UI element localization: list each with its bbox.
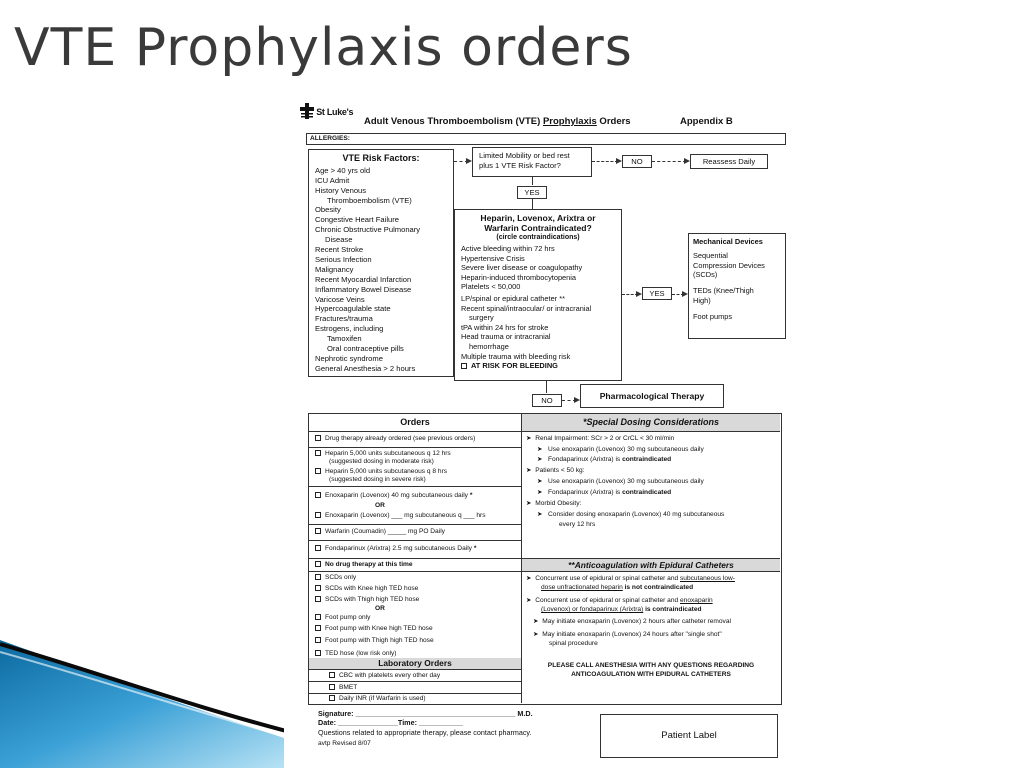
form-title: Adult Venous Thromboembolism (VTE) Prophylaxis Orders bbox=[364, 116, 631, 127]
slide-title: VTE Prophylaxis orders bbox=[14, 18, 633, 78]
order-checkbox-row[interactable]: Drug therapy already ordered (see previous orders) bbox=[315, 435, 475, 443]
order-checkbox-row[interactable]: CBC with platelets every other day bbox=[329, 672, 440, 680]
at-risk-checkbox[interactable]: AT RISK FOR BLEEDING bbox=[461, 361, 615, 371]
list-item: Hypertensive Crisis bbox=[461, 253, 525, 263]
lab-orders-heading: Laboratory Orders bbox=[378, 658, 452, 668]
list-item: Recent Myocardial Infarction bbox=[315, 274, 412, 284]
st-lukes-logo: St Luke's bbox=[300, 103, 353, 119]
pharmacological-therapy-box: Pharmacological Therapy bbox=[580, 384, 724, 408]
list-item: Nephrotic syndrome bbox=[315, 354, 383, 364]
list-item: tPA within 24 hrs for stroke bbox=[461, 322, 549, 332]
list-item: Fractures/trauma bbox=[315, 314, 373, 324]
order-checkbox-row[interactable]: Enoxaparin (Lovenox) 40 mg subcutaneous daily * bbox=[315, 492, 472, 500]
list-item: Tamoxifen bbox=[327, 334, 362, 344]
flow-line bbox=[532, 199, 533, 209]
list-item: Disease bbox=[325, 235, 353, 245]
list-item: ICU Admit bbox=[315, 175, 350, 185]
decorative-wave bbox=[0, 640, 290, 768]
pharmacy-note: Questions related to appropriate therapy, please contact pharmacy. bbox=[318, 728, 532, 737]
list-item: Platelets < 50,000 bbox=[461, 282, 521, 292]
contraindications-box: Heparin, Lovenox, Arixtra or Warfarin Contraindicated? (circle contraindications) Active bleeding within 72 hrs Hypertensive Crisis Severe liver disease or coagulopathy Heparin-induced thrombocytopenia Platelets < 50,000 LP/spinal or epidural catheter ** Recent spinal/intraocular/ or intracranial surgery tPA within 24 hrs for stroke Head trauma or intracranial hemorrhage Multiple trauma with bleeding risk AT RISK FOR BLEEDING bbox=[454, 209, 622, 381]
list-item: Congestive Heart Failure bbox=[315, 215, 399, 225]
risk-factors-box bbox=[308, 149, 454, 377]
risk-factor-list bbox=[315, 166, 447, 374]
list-item: hemorrhage bbox=[469, 341, 509, 351]
revision-note: avtp Revised 8/07 bbox=[318, 740, 371, 747]
order-checkbox-row[interactable]: BMET bbox=[329, 684, 357, 692]
limited-mobility-box: Limited Mobility or bed rest plus 1 VTE Risk Factor? bbox=[472, 147, 592, 177]
list-item: Recent spinal/intraocular/ or intracranial bbox=[461, 303, 592, 313]
orders-heading: Orders bbox=[400, 417, 430, 427]
patient-label-box: Patient Label bbox=[600, 714, 778, 758]
list-item: General Anesthesia > 2 hours bbox=[315, 363, 416, 373]
list-item: LP/spinal or epidural catheter ** bbox=[461, 293, 565, 303]
list-item: Severe liver disease or coagulopathy bbox=[461, 263, 583, 273]
list-item: Active bleeding within 72 hrs bbox=[461, 244, 555, 253]
contraindication-list bbox=[461, 244, 615, 371]
order-checkbox-row[interactable]: SCDs with Thigh high TED hose bbox=[315, 596, 419, 604]
yes-box-1: YES bbox=[517, 186, 547, 199]
signature-line: Signature: ________________________________________ M.D. bbox=[318, 709, 533, 718]
flow-arrow bbox=[592, 161, 618, 162]
yes-box-2: YES bbox=[642, 287, 672, 300]
list-item: Malignancy bbox=[315, 264, 354, 274]
order-checkbox-row[interactable]: Heparin 5,000 units subcutaneous q 8 hrs bbox=[315, 468, 447, 476]
order-checkbox-row[interactable]: Heparin 5,000 units subcutaneous q 12 hrs bbox=[315, 450, 451, 458]
order-checkbox-row[interactable]: No drug therapy at this time bbox=[315, 561, 413, 569]
epidural-heading: **Anticoagulation with Epidural Catheters bbox=[568, 560, 734, 570]
list-item: Hypercoagulable state bbox=[315, 304, 391, 314]
order-checkbox-row[interactable]: Warfarin (Coumadin) _____ mg PO Daily bbox=[315, 528, 445, 536]
list-item: Estrogens, including bbox=[315, 324, 384, 334]
mechanical-devices-box: Mechanical Devices Sequential Compression Devices (SCDs) TEDs (Knee/Thigh High) Foot pumps bbox=[688, 233, 786, 339]
reassess-box: Reassess Daily bbox=[690, 154, 768, 169]
order-checkbox-row[interactable]: Foot pump only bbox=[315, 614, 370, 622]
order-checkbox-row[interactable]: Foot pump with Thigh high TED hose bbox=[315, 637, 434, 645]
list-item: Oral contraceptive pills bbox=[327, 344, 404, 354]
order-checkbox-row[interactable]: Fondaparinux (Arixtra) 2.5 mg subcutaneous Daily * bbox=[315, 545, 476, 553]
flow-line bbox=[532, 177, 533, 185]
orders-table: Orders *Special Dosing Considerations Drug therapy already ordered (see previous orders) Heparin 5,000 units subcutaneous q 12 hrs (suggested dosing in moderate risk) Heparin 5,000 units subcutaneous q 8 hrs (suggested dosing in severe risk) Enoxaparin (Lovenox) 40 mg subcutaneous daily * OR Enoxaparin (Lovenox) ___ mg subcutaneous q ___ hrs Warfarin (Coumadin) _____ mg PO Daily Fondaparinux (Arixtra) 2.5 mg subcutaneous Daily * No drug therapy at this time SCDs only SCDs with Knee high TED hose SCDs with Thigh high TED hose OR Foot pump only Foot pump with Knee high TED hose Foot pump with Thigh high TED hose TED hose (low risk only) Laboratory Orders CBC with platelets every other day BMET Daily INR (if Warfarin is used) ➤ Renal Impairment: SCr > 2 or CrCL < 30 ml/min ➤ Use enoxaparin (Lovenox) 30 mg subcutaneous daily ➤ Fondaparinux (Arixtra) is contraindicated ➤ Patients < 50 kg: ➤ Use enoxaparin (Lovenox) 30 mg subcutaneous daily ➤ Fondaparinux (Arixtra) is contraindicated ➤ Morbid Obesity: ➤ Consider dosing enoxaparin (Lovenox) 40 mg subcutaneous every 12 hrs **Anticoagulation with Epidural Catheters ➤ Concurrent use of epidural or spinal catheter and subcutaneous low- dose unfractionated heparin is not contraindicated ➤ Concurrent use of epidural or spinal catheter and enoxaparin (Lovenox) or fondaparinux (Arixtra) is contraindicated ➤ May initiate enoxaparin (Lovenox) 2 hours after catheter removal ➤ May initiate enoxaparin (Lovenox) 24 hours after "single shot" spinal procedure PLEASE CALL ANESTHESIA WITH ANY QUESTIONS REGARDING ANTICOAGULATION WITH EPIDURAL CATHETERS bbox=[308, 413, 782, 705]
list-item: History Venous bbox=[315, 185, 367, 195]
list-item: Chronic Obstructive Pulmonary bbox=[315, 225, 421, 235]
appendix-label: Appendix B bbox=[680, 116, 733, 127]
flow-arrow bbox=[652, 161, 686, 162]
list-item: Recent Stroke bbox=[315, 245, 364, 255]
flow-line bbox=[546, 381, 547, 393]
list-item: Obesity bbox=[315, 205, 341, 215]
order-checkbox-row[interactable]: SCDs only bbox=[315, 574, 356, 582]
no-box-1: NO bbox=[622, 155, 652, 168]
order-checkbox-row[interactable]: Enoxaparin (Lovenox) ___ mg subcutaneous q ___ hrs bbox=[315, 512, 486, 520]
vte-order-form bbox=[284, 93, 790, 768]
cross-icon bbox=[300, 103, 314, 119]
list-item: surgery bbox=[469, 313, 494, 323]
allergies-box: ALLERGIES: bbox=[306, 133, 786, 145]
list-item: Head trauma or intracranial bbox=[461, 332, 551, 342]
list-item: Inflammatory Bowel Disease bbox=[315, 284, 412, 294]
order-checkbox-row[interactable]: TED hose (low risk only) bbox=[315, 650, 396, 658]
order-checkbox-row[interactable]: SCDs with Knee high TED hose bbox=[315, 585, 418, 593]
date-time-line: Date: _______________Time: ___________ bbox=[318, 718, 463, 727]
no-box-2: NO bbox=[532, 394, 562, 407]
list-item: Age > 40 yrs old bbox=[315, 165, 371, 175]
special-dosing-heading: *Special Dosing Considerations bbox=[582, 417, 720, 427]
order-checkbox-row[interactable]: Foot pump with Knee high TED hose bbox=[315, 625, 433, 633]
list-item: Thromboembolism (VTE) bbox=[327, 195, 412, 205]
risk-factors-heading: VTE Risk Factors: bbox=[342, 153, 420, 163]
list-item: Varicose Veins bbox=[315, 294, 365, 304]
order-checkbox-row[interactable]: Daily INR (if Warfarin is used) bbox=[329, 695, 426, 703]
list-item: Multiple trauma with bleeding risk bbox=[461, 351, 571, 361]
list-item: Heparin-induced thrombocytopenia bbox=[461, 272, 577, 282]
list-item: Serious Infection bbox=[315, 254, 372, 264]
